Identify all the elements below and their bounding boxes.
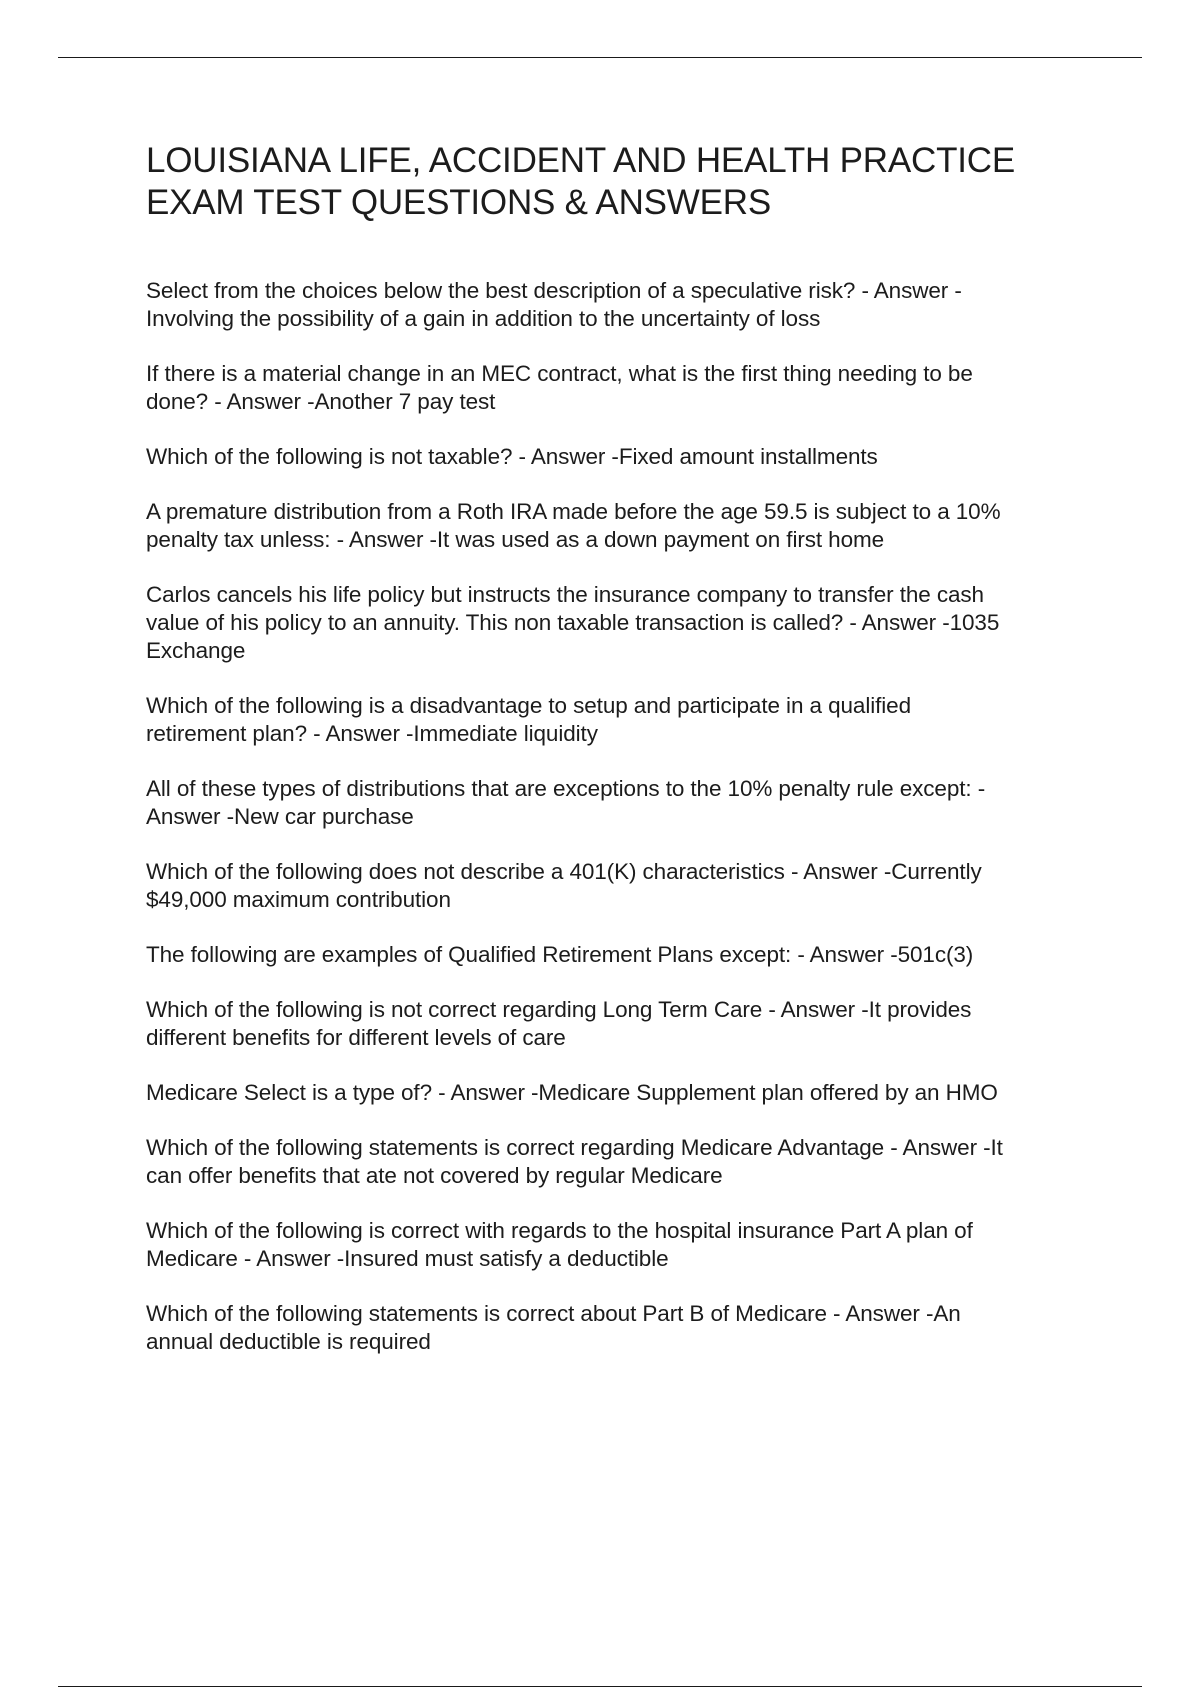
header-rule <box>58 57 1142 58</box>
qa-item <box>146 941 1106 969</box>
qa-line: value of his policy to an annuity. This non taxable transaction is called? - Answer -1035 <box>146 610 1000 635</box>
qa-line: Which of the following is not taxable? - Answer -Fixed amount installments <box>146 444 878 469</box>
qa-line: Which of the following statements is correct about Part B of Medicare - Answer -An <box>146 1301 961 1326</box>
qa-line: Exchange <box>146 638 246 663</box>
qa-item <box>146 1300 1106 1356</box>
qa-item <box>146 1079 1106 1107</box>
qa-line: done? - Answer -Another 7 pay test <box>146 389 496 414</box>
qa-item <box>146 1217 1106 1273</box>
qa-line: If there is a material change in an MEC contract, what is the first thing needing to be <box>146 361 973 386</box>
qa-line: Which of the following is a disadvantage to setup and participate in a qualified <box>146 693 911 718</box>
qa-item <box>146 277 1106 333</box>
qa-line: Answer -New car purchase <box>146 804 414 829</box>
qa-item <box>146 443 1106 471</box>
qa-item <box>146 858 1106 914</box>
qa-line: annual deductible is required <box>146 1329 431 1354</box>
qa-item <box>146 996 1106 1052</box>
title-line: EXAM TEST QUESTIONS & ANSWERS <box>146 183 771 222</box>
document-title <box>146 140 1106 224</box>
qa-line: Which of the following is correct with regards to the hospital insurance Part A plan of <box>146 1218 973 1243</box>
document-body <box>146 140 1106 1383</box>
qa-line: $49,000 maximum contribution <box>146 887 451 912</box>
qa-list <box>146 277 1106 1356</box>
qa-line: Medicare Select is a type of? - Answer -Medicare Supplement plan offered by an HMO <box>146 1080 998 1105</box>
qa-line: All of these types of distributions that are exceptions to the 10% penalty rule except: - <box>146 776 986 801</box>
qa-line: Select from the choices below the best description of a speculative risk? - Answer - <box>146 278 962 303</box>
qa-line: can offer benefits that ate not covered by regular Medicare <box>146 1163 723 1188</box>
qa-item <box>146 360 1106 416</box>
qa-item <box>146 692 1106 748</box>
qa-item <box>146 581 1106 665</box>
qa-line: The following are examples of Qualified Retirement Plans except: - Answer -501c(3) <box>146 942 974 967</box>
qa-line: Medicare - Answer -Insured must satisfy a deductible <box>146 1246 669 1271</box>
title-line: LOUISIANA LIFE, ACCIDENT AND HEALTH PRACTICE <box>146 141 1016 180</box>
qa-line: A premature distribution from a Roth IRA made before the age 59.5 is subject to a 10% <box>146 499 1001 524</box>
qa-item <box>146 1134 1106 1190</box>
qa-item <box>146 775 1106 831</box>
qa-line: Carlos cancels his life policy but instructs the insurance company to transfer the cash <box>146 582 984 607</box>
qa-line: different benefits for different levels of care <box>146 1025 566 1050</box>
footer-rule <box>58 1686 1142 1687</box>
qa-line: Which of the following does not describe a 401(K) characteristics - Answer -Currently <box>146 859 982 884</box>
qa-line: Which of the following is not correct regarding Long Term Care - Answer -It provides <box>146 997 972 1022</box>
qa-line: retirement plan? - Answer -Immediate liquidity <box>146 721 598 746</box>
qa-line: penalty tax unless: - Answer -It was used as a down payment on first home <box>146 527 885 552</box>
qa-line: Which of the following statements is correct regarding Medicare Advantage - Answer -It <box>146 1135 1003 1160</box>
qa-item <box>146 498 1106 554</box>
qa-line: Involving the possibility of a gain in addition to the uncertainty of loss <box>146 306 821 331</box>
